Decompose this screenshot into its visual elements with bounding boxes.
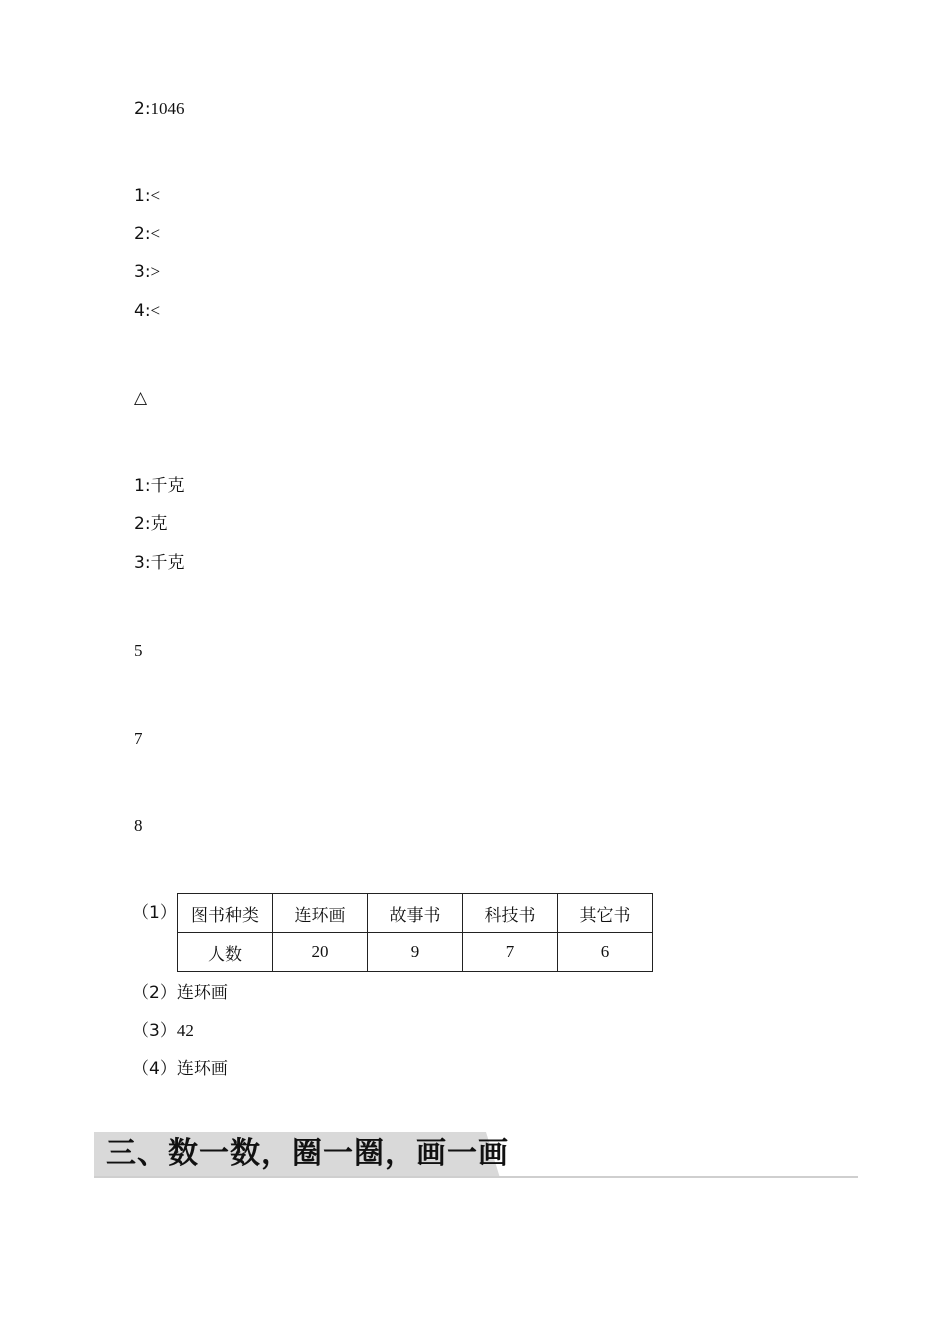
- value-cell: 9: [368, 933, 463, 972]
- compare-answer-4: [134, 301, 160, 321]
- answer-value: <: [150, 301, 161, 320]
- header-cell: 故事书: [368, 894, 463, 933]
- triangle-answer: △: [134, 388, 148, 408]
- answer-prefix: 1:: [134, 476, 151, 496]
- question-label: （2）: [132, 983, 177, 1003]
- row-label-cell: 人数: [178, 933, 273, 972]
- answer-value: >: [150, 262, 161, 281]
- answer-prefix: 2:: [134, 224, 151, 244]
- answer-prefix: 2:: [134, 99, 151, 119]
- answer-prefix: 3:: [134, 262, 151, 282]
- compare-answer-2: [134, 224, 160, 244]
- answer-prefix: 2:: [134, 514, 151, 534]
- compare-answer-1: [134, 186, 160, 206]
- book-survey-table: [177, 893, 653, 972]
- value-cell: 6: [558, 933, 653, 972]
- header-cell: 图书种类: [178, 894, 273, 933]
- answer-value: 连环画: [176, 983, 228, 1003]
- header-cell: 科技书: [463, 894, 558, 933]
- answer-7: 7: [134, 729, 143, 748]
- answer-prefix: 4:: [134, 301, 151, 321]
- table-row: [178, 933, 653, 972]
- question-2-answer: [132, 983, 228, 1003]
- header-cell: 连环画: [273, 894, 368, 933]
- answer-value: 1046: [150, 99, 185, 118]
- table-header-row: [178, 894, 653, 933]
- question-label: （3）: [132, 1021, 177, 1041]
- answer-8: 8: [134, 816, 143, 835]
- unit-answer-2: [134, 514, 168, 534]
- answer-prefix: 1:: [134, 186, 151, 206]
- section-divider: [94, 1176, 858, 1178]
- answer-value: 千克: [150, 476, 185, 496]
- value-cell: 20: [273, 933, 368, 972]
- answer-value: 千克: [150, 553, 185, 573]
- question-4-answer: [132, 1059, 228, 1079]
- answer-value: 克: [150, 514, 168, 534]
- compare-answer-3: [134, 262, 160, 282]
- question-3-answer: [132, 1021, 194, 1041]
- header-cell: 其它书: [558, 894, 653, 933]
- answer-value: <: [150, 224, 161, 243]
- answer-prefix: 3:: [134, 553, 151, 573]
- unit-answer-3: [134, 553, 185, 573]
- section-title: 三、数一数，圈一圈，画一画: [106, 1136, 509, 1171]
- answer-2-1046: [134, 99, 185, 119]
- question-label: （4）: [132, 1059, 177, 1079]
- answer-5: 5: [134, 641, 143, 660]
- question-1-label: （1）: [132, 903, 177, 923]
- value-cell: 7: [463, 933, 558, 972]
- answer-value: 连环画: [176, 1059, 228, 1079]
- unit-answer-1: [134, 476, 185, 496]
- answer-value: 42: [176, 1021, 194, 1040]
- answer-value: <: [150, 186, 161, 205]
